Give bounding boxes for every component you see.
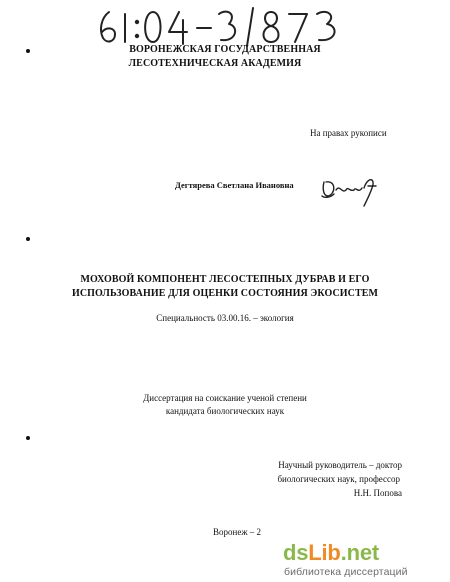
organization-line-1: ВОРОНЕЖСКАЯ ГОСУДАРСТВЕННАЯ [129, 44, 321, 55]
title-line-2: ИСПОЛЬЗОВАНИЕ ДЛЯ ОЦЕНКИ СОСТОЯНИЯ ЭКОСИСТЕМ [71, 288, 379, 299]
dslib-watermark [283, 541, 449, 581]
watermark-brand-part-3: .net [340, 540, 379, 565]
watermark-brand-part-2: Lib [308, 540, 341, 565]
place-and-year: Воронеж – 2 [213, 527, 262, 537]
degree-statement [0, 392, 450, 418]
degree-line-2: кандидата биологических наук [165, 406, 285, 416]
watermark-brand-part-1: ds [283, 540, 309, 565]
scientific-advisor [277, 458, 402, 500]
advisor-line-1: Научный руководитель – доктор [278, 460, 402, 470]
advisor-line-3: Н.Н. Попова [353, 488, 402, 498]
author-signature [318, 172, 380, 208]
dissertation-title [0, 273, 450, 301]
margin-dot [26, 436, 30, 440]
margin-dot [26, 237, 30, 241]
advisor-line-2: биологических наук, профессор [277, 474, 400, 484]
organization-line-2: ЛЕСОТЕХНИЧЕСКАЯ АКАДЕМИЯ [128, 58, 302, 69]
specialty: Специальность 03.00.16. – экология [156, 313, 294, 323]
author-name: Дегтярева Светлана Ивановна [175, 180, 294, 190]
title-line-1: МОХОВОЙ КОМПОНЕНТ ЛЕСОСТЕПНЫХ ДУБРАВ И ЕГО [80, 274, 370, 285]
degree-line-1: Диссертация на соискание ученой степени [143, 393, 307, 403]
rights-note: На правах рукописи [310, 128, 387, 138]
organization-heading [0, 43, 450, 71]
watermark-subtitle: библиотека диссертаций [284, 566, 408, 578]
handwritten-catalog-number [95, 4, 355, 48]
watermark-brand [283, 541, 379, 565]
margin-dot [26, 49, 30, 53]
